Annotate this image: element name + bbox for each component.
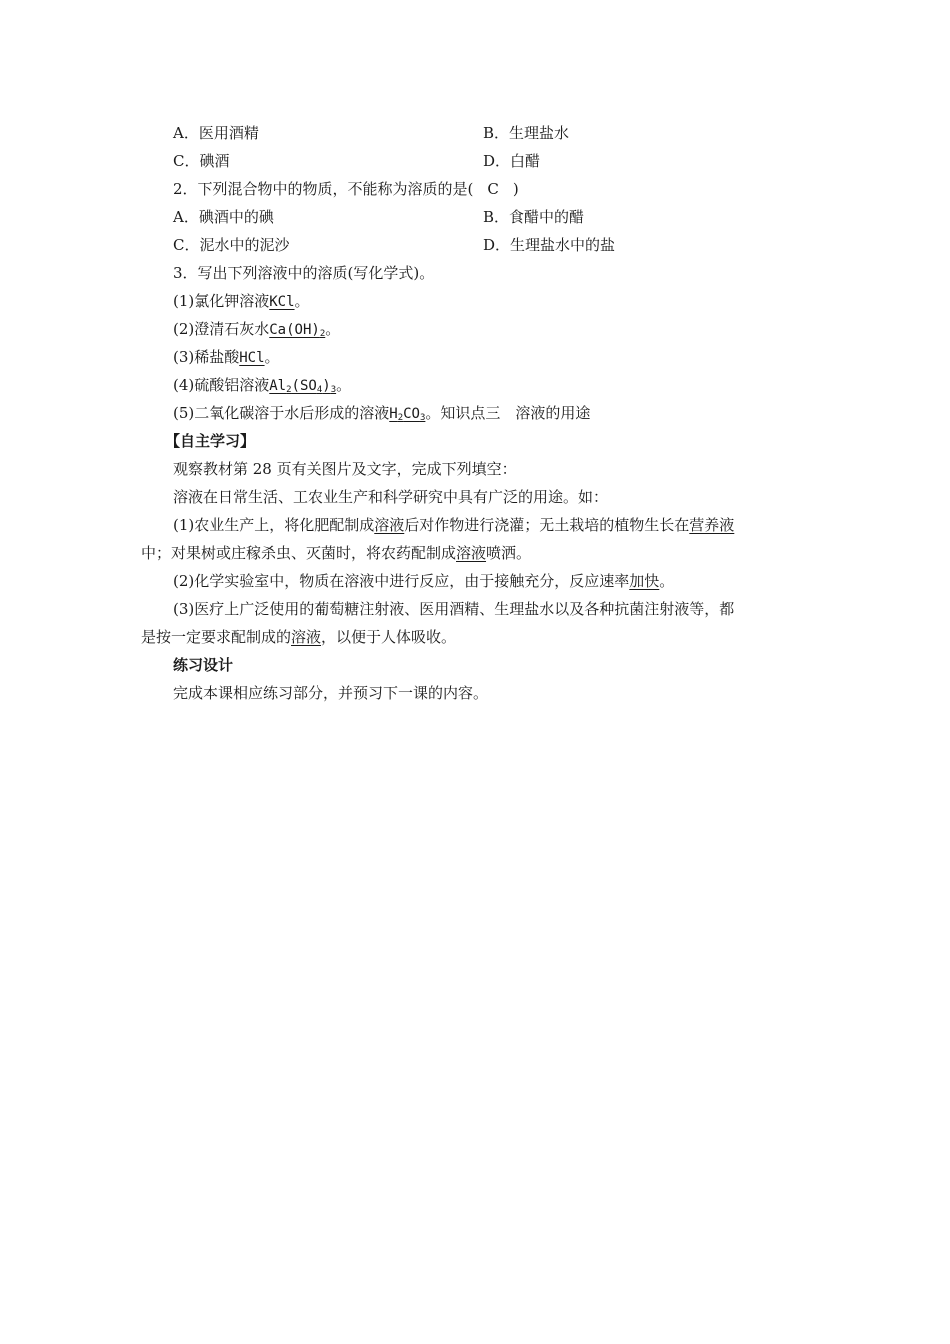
- q3-item-5-label: (5)二氧化碳溶于水后形成的溶液: [173, 404, 390, 422]
- q3-item-5-end: 。知识点三 溶液的用途: [425, 404, 591, 422]
- paragraph-1-line-2: [141, 543, 531, 563]
- q3-item-4-sub-c: 3: [330, 385, 337, 395]
- q3-item-5-sub-a: 2: [397, 413, 404, 423]
- paragraph-3-line-1: (3)医疗上广泛使用的葡萄糖注射液、医用酒精、生理盐水以及各种抗菌注射液等，都: [173, 600, 735, 618]
- q3-item-4-b: (SO: [291, 378, 317, 394]
- q3-item-2-end: 。: [325, 320, 341, 338]
- q2-stem: [173, 179, 519, 199]
- q3-item-4-sub-b: 4: [316, 385, 323, 395]
- p3-text-c: ，以便于人体吸收。: [321, 628, 457, 646]
- p1-text-b: 后对作物进行浇灌；无土栽培的植物生长在: [404, 516, 690, 534]
- q3-item-2-answer-sub: 2: [319, 329, 326, 339]
- q3-item-4-end: 。: [336, 376, 352, 394]
- q3-item-2-answer-main: Ca(OH): [269, 322, 320, 338]
- self-study-lead: 溶液在日常生活、工农业生产和科学研究中具有广泛的用途。如：: [173, 488, 609, 506]
- p2-text-b: 。: [659, 572, 675, 590]
- q3-item-2-label: (2)澄清石灰水: [173, 320, 270, 338]
- q3-item-1-end: 。: [294, 292, 310, 310]
- p1-text-d: 喷洒。: [486, 544, 532, 562]
- q3-item-5-b: CO: [403, 406, 420, 422]
- q1-option-c: C．碘酒: [173, 152, 230, 170]
- q3-item-5-answer: [389, 406, 425, 422]
- q3-item-4: [173, 375, 351, 396]
- q3-item-4-sub-a: 2: [286, 385, 292, 395]
- self-study-intro: 观察教材第 28 页有关图片及文字，完成下列填空：: [173, 460, 517, 478]
- q3-item-1: [173, 291, 310, 312]
- q2-answer: C: [487, 180, 499, 198]
- q3-item-5: [173, 403, 590, 424]
- p1-blank-3: 溶液: [456, 544, 487, 562]
- q3-item-3-label: (3)稀盐酸: [173, 348, 240, 366]
- q2-option-c: C．泥水中的泥沙: [173, 236, 290, 254]
- q3-item-3-end: 。: [264, 348, 280, 366]
- p3-blank: 溶液: [291, 628, 322, 646]
- practice-text: 完成本课相应练习部分，并预习下一课的内容。: [173, 684, 489, 702]
- q3-item-5-a: H: [389, 406, 398, 422]
- p2-blank: 加快: [629, 572, 660, 590]
- self-study-heading: 【自主学习】: [165, 432, 256, 450]
- p1-text-a: (1)农业生产上，将化肥配制成: [173, 516, 375, 534]
- q2-stem-close: ): [512, 180, 519, 198]
- p1-text-c: 中；对果树或庄稼杀虫、灭菌时，将农药配制成: [141, 544, 457, 562]
- q1-option-d: D．白醋: [483, 152, 541, 170]
- q3-item-2-answer: [269, 322, 325, 338]
- q3-stem: 3．写出下列溶液中的溶质(写化学式)。: [173, 264, 435, 282]
- paragraph-3-line-2: [141, 627, 456, 647]
- q2-option-b: B．食醋中的醋: [483, 208, 585, 226]
- q2-option-a: A．碘酒中的碘: [173, 208, 274, 226]
- q3-item-4-answer: [269, 378, 336, 394]
- q1-option-b: B．生理盐水: [483, 124, 570, 142]
- q3-item-1-answer: KCl: [269, 294, 295, 310]
- q2-option-d: D．生理盐水中的盐: [483, 236, 616, 254]
- q3-item-3: [173, 347, 280, 368]
- p1-blank-1: 溶液: [374, 516, 405, 534]
- q3-item-4-c: ): [322, 378, 331, 394]
- p1-blank-2: 营养液: [689, 516, 735, 534]
- paragraph-1-line-1: [173, 515, 734, 535]
- q3-item-1-label: (1)氯化钾溶液: [173, 292, 270, 310]
- q3-item-5-sub-b: 3: [419, 413, 426, 423]
- q3-item-4-a: Al: [269, 378, 287, 394]
- q3-item-2: [173, 319, 340, 340]
- p3-text-b: 是按一定要求配制成的: [141, 628, 292, 646]
- q3-item-3-answer: HCl: [239, 350, 265, 366]
- practice-heading: 练习设计: [173, 656, 234, 674]
- q2-stem-text: 2．下列混合物中的物质，不能称为溶质的是(: [173, 180, 474, 198]
- q1-option-a: A．医用酒精: [173, 124, 259, 142]
- q3-item-4-label: (4)硫酸铝溶液: [173, 376, 270, 394]
- paragraph-2: [173, 571, 674, 591]
- p2-text-a: (2)化学实验室中，物质在溶液中进行反应，由于接触充分，反应速率: [173, 572, 630, 590]
